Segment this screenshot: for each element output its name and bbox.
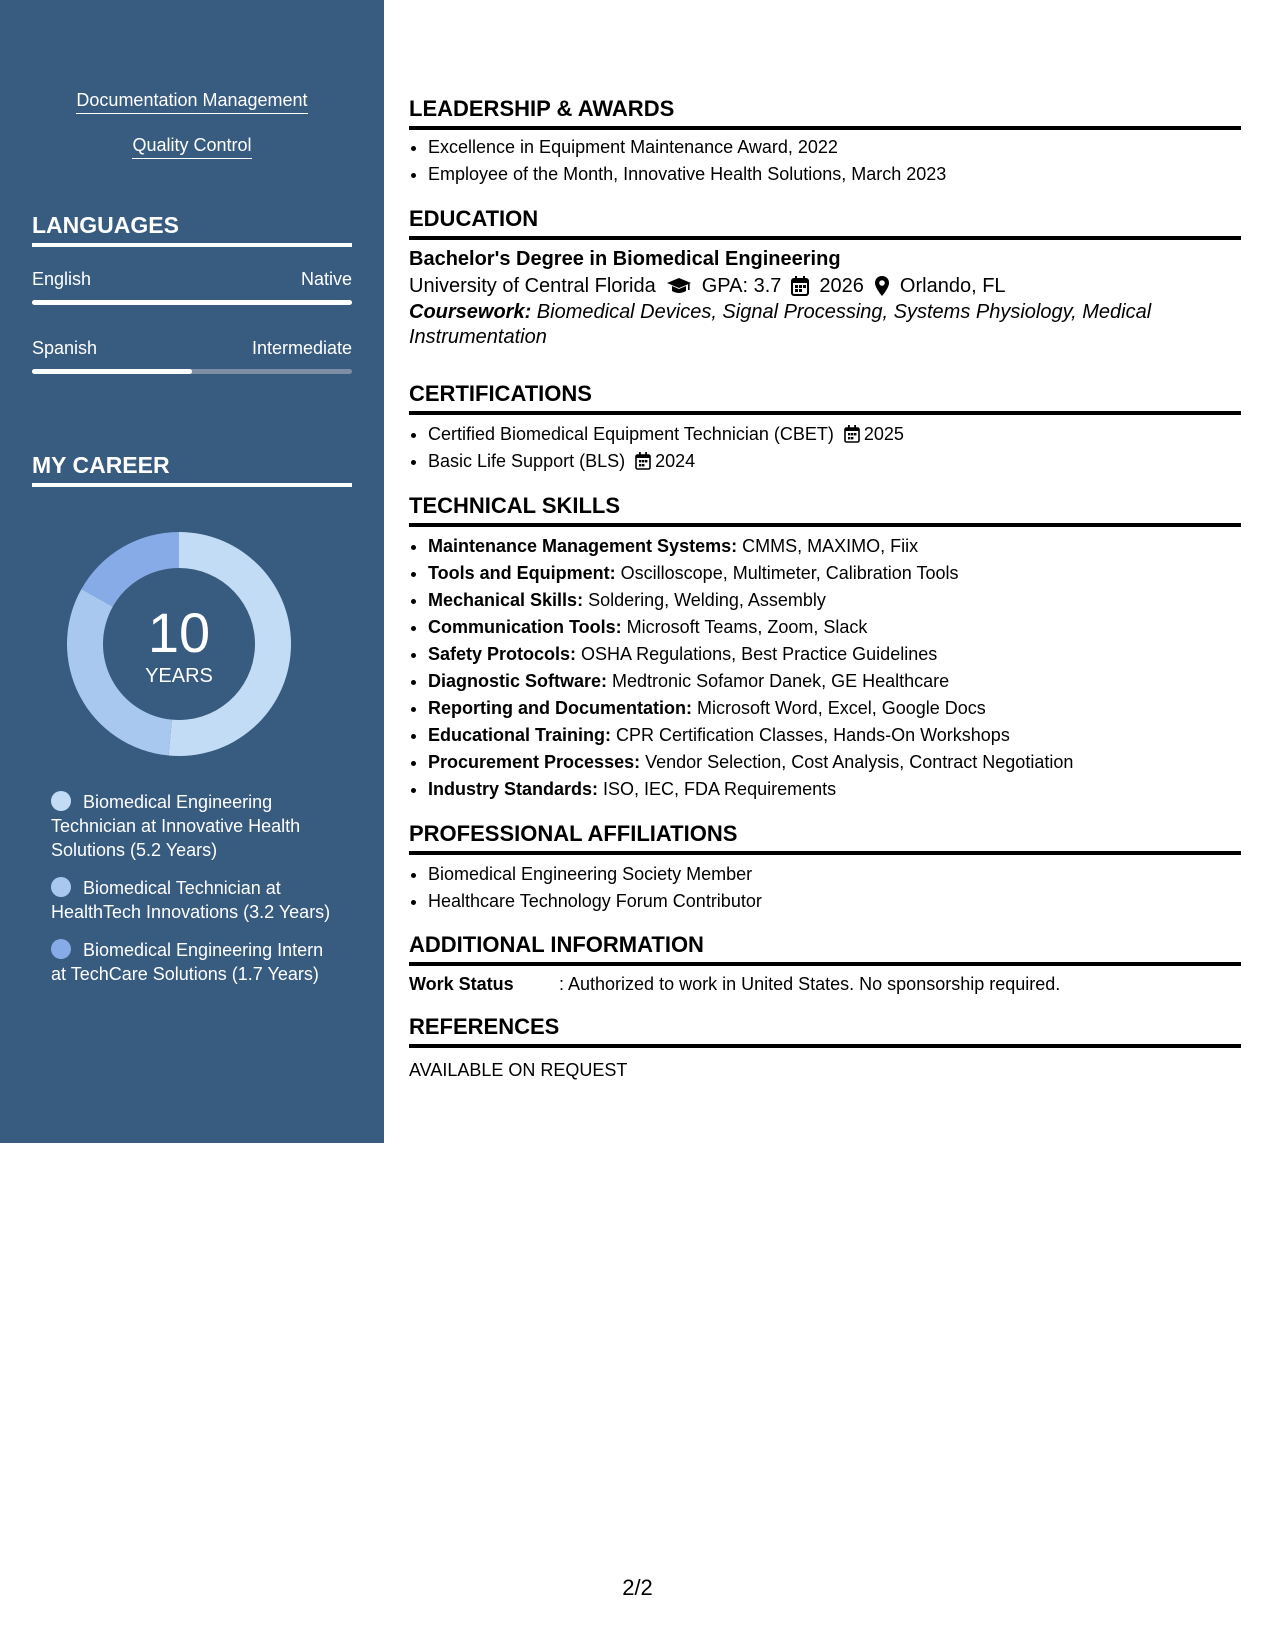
list-item — [428, 560, 1241, 587]
technical-skills-list — [409, 533, 1241, 803]
career-item — [51, 876, 336, 924]
affiliations-section — [409, 820, 1241, 915]
skill-documentation-management[interactable]: Documentation Management — [0, 89, 384, 111]
skill-value: ISO, IEC, FDA Requirements — [598, 779, 837, 799]
career-dot-icon — [51, 791, 71, 811]
career-item — [51, 938, 336, 986]
career-item-text: Biomedical Engineering Intern at TechCare Solutions (1.7 Years) — [51, 940, 324, 984]
references-text: AVAILABLE ON REQUEST — [409, 1060, 628, 1080]
skill-quality-control[interactable]: Quality Control — [0, 134, 384, 156]
sidebar — [0, 0, 384, 1143]
coursework-label: Coursework: — [409, 301, 532, 323]
list-item — [428, 668, 1241, 695]
language-level: Intermediate — [251, 338, 352, 358]
career-list — [51, 790, 336, 1000]
coursework-list: Biomedical Devices, Signal Processing, Systems Physiology, Medical Instrumentation — [409, 301, 1152, 348]
list-item — [428, 695, 1241, 722]
calendar-icon — [791, 276, 809, 296]
awards-list — [409, 134, 1241, 188]
career-item — [51, 790, 336, 862]
school-location: Orlando, FL — [899, 275, 1006, 297]
affiliations-list — [409, 861, 1241, 915]
cert-name: Basic Life Support (BLS) — [428, 451, 626, 471]
list-item: • Employee of the Month, Innovative Health Solutions, March 2023 — [428, 161, 1241, 188]
language-bar-english — [32, 300, 352, 305]
cert-year: 2024 — [655, 451, 696, 471]
certifications-list — [409, 421, 1241, 475]
career-item-text: Biomedical Engineering Technician at Innovative Health Solutions (5.2 Years) — [51, 792, 301, 860]
skill-value: Microsoft Word, Excel, Google Docs — [692, 698, 986, 718]
section-title: REFERENCES — [409, 1013, 1241, 1048]
skill-label: Mechanical Skills: — [428, 590, 584, 610]
graduation-cap-icon — [666, 277, 692, 295]
calendar-icon — [844, 425, 860, 443]
section-title: PROFESSIONAL AFFILIATIONS — [409, 820, 1241, 855]
additional-info-section — [409, 931, 1241, 996]
coursework — [409, 300, 1241, 350]
skill-label: Industry Standards: — [428, 779, 599, 799]
location-pin-icon — [874, 275, 890, 297]
section-title: CERTIFICATIONS — [409, 380, 1241, 415]
education-section — [409, 205, 1241, 350]
technical-skills-section — [409, 492, 1241, 803]
work-status-value: : Authorized to work in United States. No sponsorship required. — [559, 974, 1061, 994]
list-item — [428, 614, 1241, 641]
skill-value: OSHA Regulations, Best Practice Guidelines — [576, 644, 938, 664]
section-title: EDUCATION — [409, 205, 1241, 240]
skill-value: CMMS, MAXIMO, Fiix — [737, 536, 919, 556]
list-item — [428, 722, 1241, 749]
list-item: • Biomedical Engineering Society Member — [428, 861, 1241, 888]
leadership-section — [409, 95, 1241, 188]
language-english — [32, 268, 352, 290]
list-item — [428, 533, 1241, 560]
list-item — [428, 448, 1241, 475]
education-details — [409, 272, 1241, 300]
languages-heading: LANGUAGES — [32, 211, 352, 247]
language-level: Native — [300, 269, 352, 289]
skill-label: Communication Tools: — [428, 617, 622, 637]
list-item — [428, 749, 1241, 776]
list-item — [428, 776, 1241, 803]
career-item-text: Biomedical Technician at HealthTech Innovations (3.2 Years) — [51, 878, 331, 922]
section-title: TECHNICAL SKILLS — [409, 492, 1241, 527]
skill-label: Diagnostic Software: — [428, 671, 608, 691]
cert-name: Certified Biomedical Equipment Technician (CBET) — [428, 424, 834, 444]
list-item — [428, 421, 1241, 448]
list-item — [428, 641, 1241, 668]
list-item: • Excellence in Equipment Maintenance Award, 2022 — [428, 134, 1241, 161]
cert-year: 2025 — [863, 424, 904, 444]
skill-label: Procurement Processes: — [428, 752, 641, 772]
skill-label: Maintenance Management Systems: — [428, 536, 738, 556]
section-title: ADDITIONAL INFORMATION — [409, 931, 1241, 966]
skill-label: Educational Training: — [428, 725, 612, 745]
section-title: LEADERSHIP & AWARDS — [409, 95, 1241, 130]
list-item: • Healthcare Technology Forum Contributor — [428, 888, 1241, 915]
skill-label: Tools and Equipment: — [428, 563, 616, 583]
career-dot-icon — [51, 939, 71, 959]
references-section — [409, 1013, 1241, 1082]
skill-value: Microsoft Teams, Zoom, Slack — [621, 617, 868, 637]
skill-value: Vendor Selection, Cost Analysis, Contract Negotiation — [640, 752, 1074, 772]
career-dot-icon — [51, 877, 71, 897]
career-donut-center — [66, 531, 292, 757]
school-name: University of Central Florida — [409, 275, 656, 297]
language-name: English — [32, 269, 92, 289]
skill-value: CPR Certification Classes, Hands-On Workshops — [611, 725, 1010, 745]
work-status-label: Work Status — [409, 974, 514, 994]
gpa: GPA: 3.7 — [701, 275, 782, 297]
career-donut-chart — [66, 531, 292, 757]
graduation-year: 2026 — [819, 275, 864, 297]
skill-label: Reporting and Documentation: — [428, 698, 692, 718]
skill-value: Medtronic Sofamor Danek, GE Healthcare — [607, 671, 950, 691]
skill-value: Soldering, Welding, Assembly — [583, 590, 826, 610]
certifications-section — [409, 380, 1241, 475]
calendar-icon — [635, 452, 651, 470]
degree-title: Bachelor's Degree in Biomedical Engineering — [409, 248, 841, 270]
career-total-years: 10 — [147, 601, 211, 664]
skill-label: Safety Protocols: — [428, 644, 577, 664]
list-item — [428, 587, 1241, 614]
language-spanish — [32, 337, 352, 359]
career-total-unit: YEARS — [145, 665, 213, 687]
page-number: 2/2 — [622, 1575, 653, 1600]
language-bar-fill — [32, 300, 352, 305]
language-name: Spanish — [32, 338, 98, 358]
work-status-row — [409, 972, 1241, 996]
career-heading: MY CAREER — [32, 451, 352, 487]
language-bar-fill — [32, 369, 192, 374]
skill-value: Oscilloscope, Multimeter, Calibration Tools — [615, 563, 959, 583]
language-bar-spanish — [32, 369, 352, 374]
